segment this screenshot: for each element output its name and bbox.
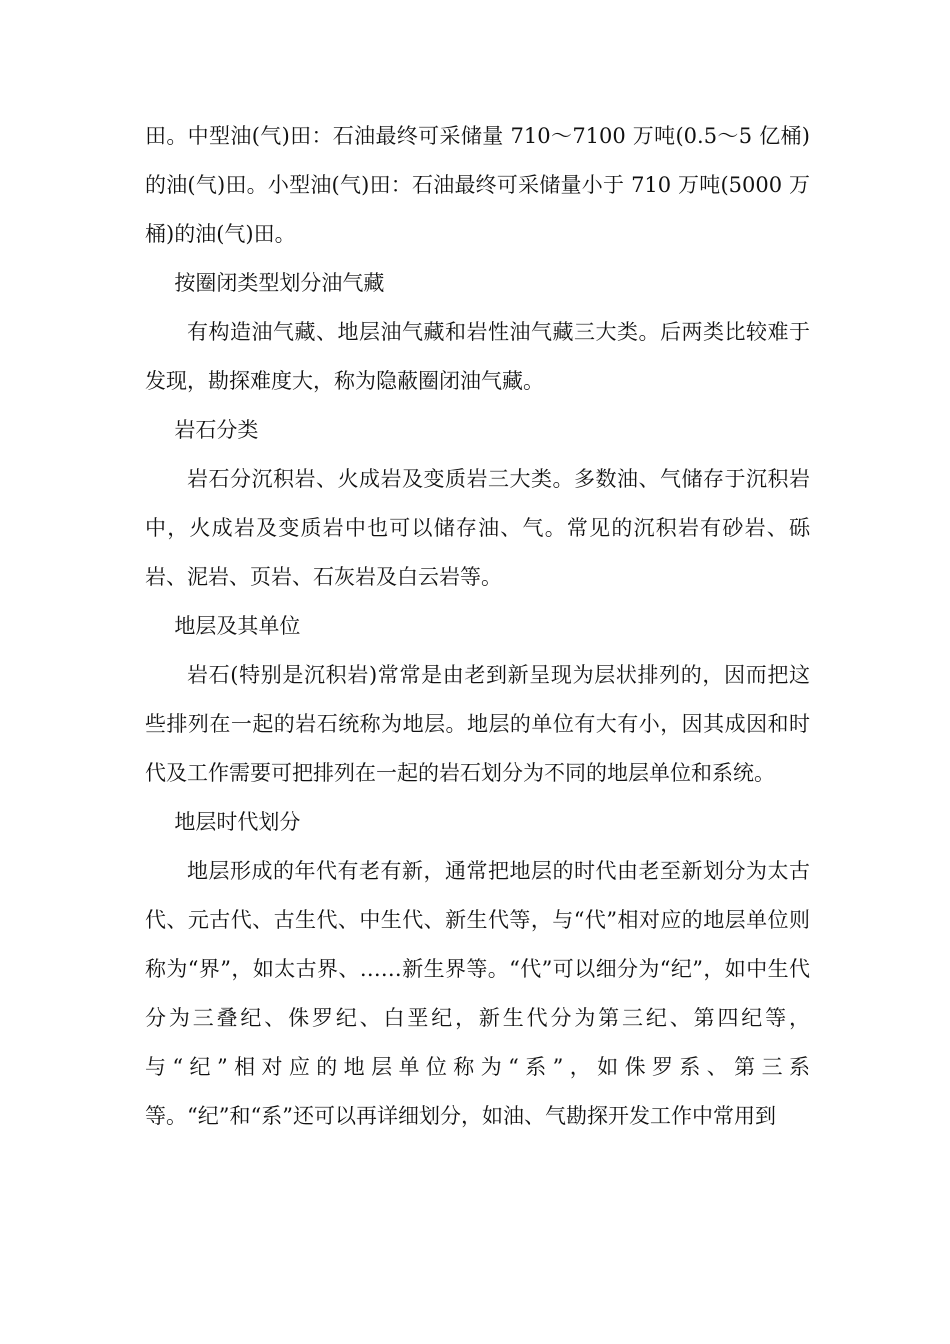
heading-trap-type-classification: 按圈闭类型划分油气藏 [174,271,385,295]
paragraph-rock-types: 岩石分沉积岩、火成岩及变质岩三大类。多数油、气储存于沉积岩中，火成岩及变质岩中也可以储存油、气。常见的沉积岩有砂岩、砾岩、泥岩、页岩、石灰岩及白云岩等。 [145,467,810,589]
paragraph-strata-units: 岩石(特别是沉积岩)常常是由老到新呈现为层状排列的，因而把这些排列在一起的岩石统称为地层。地层的单位有大有小，因其成因和时代及工作需要可把排列在一起的岩石划分为不同的地层单位和系统。 [145,663,810,785]
paragraph-reserve-size-classification: 田。中型油(气)田：石油最终可采储量 710～7100 万吨(0.5～5 亿桶)的油(气)田。小型油(气)田：石油最终可采储量小于 710 万吨(5000 万桶)的油(气)田。 [145,124,810,246]
heading-rock-classification: 岩石分类 [174,418,259,442]
heading-strata-age-division: 地层时代划分 [174,810,301,834]
heading-strata-and-units: 地层及其单位 [174,614,301,638]
paragraph-trap-types: 有构造油气藏、地层油气藏和岩性油气藏三大类。后两类比较难于发现，勘探难度大，称为隐蔽圈闭油气藏。 [145,320,810,393]
document-body [145,112,810,1141]
paragraph-strata-ages: 地层形成的年代有老有新，通常把地层的时代由老至新划分为太古代、元古代、古生代、中生代、新生代等，与“代”相对应的地层单位则称为“界”，如太古界、……新生界等。“代”可以细分为“纪”，如中生代分为三叠纪、侏罗纪、白垩纪，新生代分为第三纪、第四纪等，与“纪”相对应的地层单位称为“系”，如侏罗系、第三系等。“纪”和“系”还可以再详细划分，如油、气勘探开发工作中常用到 [145,859,810,1128]
